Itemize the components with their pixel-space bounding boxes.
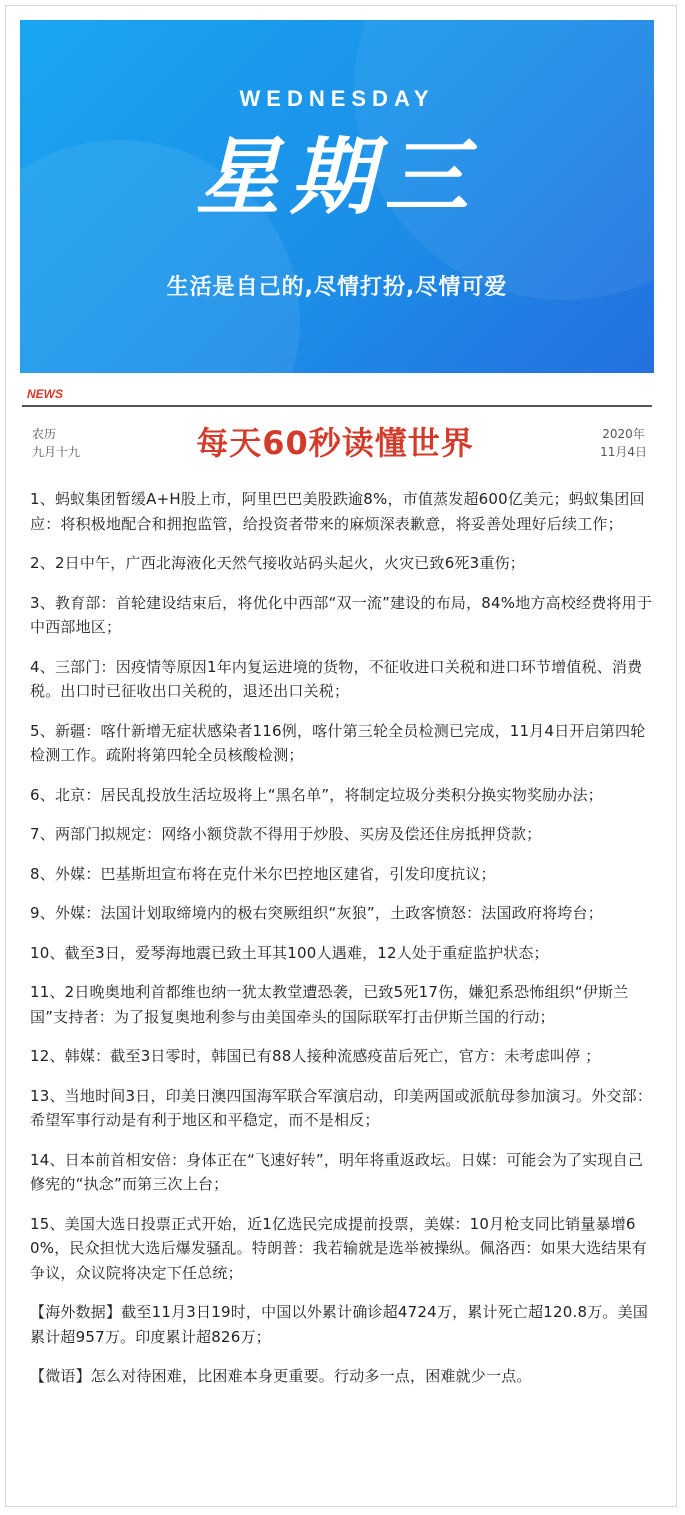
quote-of-day: 【微语】怎么对待困难，比困难本身更重要。行动多一点，困难就少一点。 (30, 1367, 532, 1385)
publish-year: 2020年 (602, 427, 645, 441)
weekday-chinese: 星期三 (195, 128, 478, 226)
news-item: 8、外媒：巴基斯坦宣布将在克什米尔巴控地区建省，引发印度抗议； (30, 864, 496, 883)
weekday-english: WEDNESDAY (239, 86, 435, 111)
news-item: 10、截至3日，爱琴海地震已致土耳其100人遇难，12人处于重症监护状态； (30, 943, 549, 962)
news-item: 11、2日晚奥地利首都维也纳一犹太教堂遭恐袭，已致5死17伤，嫌犯系恐怖组织“伊斯兰国”支持者：为了报复奥地利参与由美国牵头的国际联军打击伊斯兰国的行动； (30, 983, 629, 1026)
lunar-date-value: 九月十九 (32, 445, 81, 459)
news-item: 9、外媒：法国计划取缔境内的极右突厥组织“灰狼”，土政客愤怒：法国政府将垮台； (30, 904, 603, 922)
news-item: 3、教育部：首轮建设结束后，将优化中西部“双一流”建设的布局，84%地方高校经费将用于中西部地区； (30, 593, 653, 636)
news-item: 13、当地时间3日，印美日澳四国海军联合军演启动，印美两国或派航母参加演习。外交部：希望军事行动是有利于地区和平稳定，而不是相反； (30, 1086, 653, 1129)
lunar-label: 农历 (32, 427, 57, 441)
news-item: 15、美国大选日投票正式开始，近1亿选民完成提前投票，美媒：10月枪支同比销量暴增60%，民众担忧大选后爆发骚乱。特朗普：我若输就是选举被操纵。佩洛西：如果大选结果有争议，众议院将决定下任总统； (30, 1214, 648, 1282)
divider (22, 405, 652, 407)
news-item: 2、2日中午，广西北海液化天然气接收站码头起火，火灾已致6死3重伤； (30, 554, 525, 572)
lunar-date (32, 425, 80, 461)
headline: 每天60秒读懂世界 (196, 424, 474, 462)
publish-date (600, 425, 647, 461)
news-item: 6、北京：居民乱投放生活垃圾将上“黑名单”，将制定垃圾分类积分换实物奖励办法； (30, 785, 603, 804)
news-item: 14、日本前首相安倍：身体正在“飞速好转”，明年将重返政坛。日媒：可能会为了实现自己修宪的“执念”而第三次上台； (30, 1150, 644, 1193)
news-label: NEWS (27, 387, 63, 401)
news-list (30, 487, 654, 1404)
weekday-banner (20, 20, 654, 373)
overseas-data: 【海外数据】截至11月3日19时，中国以外累计确诊超4724万，累计死亡超120.8万。美国累计超957万。印度累计超826万； (30, 1303, 649, 1346)
publish-month-day: 11月4日 (600, 445, 647, 459)
news-item: 5、新疆：喀什新增无症状感染者116例，喀什第三轮全员检测已完成，11月4日开启第四轮检测工作。疏附将第四轮全员核酸检测； (30, 721, 646, 764)
news-item: 1、蚂蚁集团暂缓A+H股上市，阿里巴巴美股跌逾8%，市值蒸发超600亿美元；蚂蚁集团回应：将积极地配合和拥抱监管，给投资者带来的麻烦深表歉意，将妥善处理好后续工作； (30, 490, 645, 533)
banner-slogan: 生活是自己的,尽情打扮,尽情可爱 (166, 275, 508, 300)
news-item: 12、韩媒：截至3日零时，韩国已有88人接种流感疫苗后死亡，官方：未考虑叫停 ； (30, 1047, 601, 1065)
news-item: 4、三部门：因疫情等原因1年内复运进境的货物，不征收进口关税和进口环节增值税、消费税。出口时已征收出口关税的，退还出口关税； (30, 657, 643, 700)
news-item: 7、两部门拟规定：网络小额贷款不得用于炒股、买房及偿还住房抵押贷款； (30, 825, 542, 843)
